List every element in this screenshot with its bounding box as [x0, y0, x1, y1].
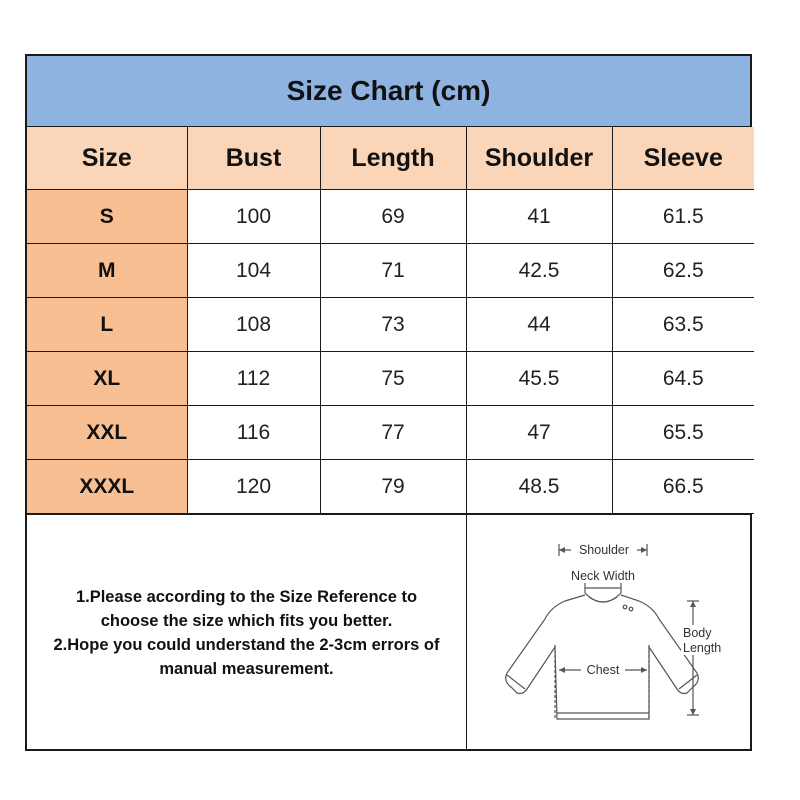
- sweater-illustration: [467, 515, 750, 750]
- size-cell: XXXL: [27, 460, 187, 514]
- shoulder-cell: 48.5: [466, 460, 612, 514]
- note-line: 1.Please according to the Size Reference to: [75, 588, 418, 606]
- header-sleeve: Sleeve: [612, 127, 754, 190]
- table-row: [27, 352, 754, 406]
- shoulder-cell: 44: [466, 298, 612, 352]
- note-line: choose the size which fits you better.: [100, 612, 393, 630]
- note-line: 2.Hope you could understand the 2-3cm errors of: [53, 636, 440, 654]
- length-cell: 73: [320, 298, 466, 352]
- header-length: Length: [320, 127, 466, 190]
- shoulder-cell: 42.5: [466, 244, 612, 298]
- sleeve-cell: 61.5: [612, 190, 754, 244]
- shoulder-cell: 41: [466, 190, 612, 244]
- length-cell: 69: [320, 190, 466, 244]
- bust-cell: 120: [187, 460, 320, 514]
- table-row: [27, 460, 754, 514]
- chart-title: Size Chart (cm): [27, 56, 750, 127]
- table-row: [27, 190, 754, 244]
- length-cell: 75: [320, 352, 466, 406]
- sleeve-cell: 63.5: [612, 298, 754, 352]
- size-cell: M: [27, 244, 187, 298]
- neck-width-label: Neck Width: [571, 569, 635, 583]
- info-section: [27, 514, 750, 751]
- bust-cell: 108: [187, 298, 320, 352]
- shoulder-cell: 47: [466, 406, 612, 460]
- note-line: manual measurement.: [159, 660, 334, 678]
- sleeve-cell: 66.5: [612, 460, 754, 514]
- size-cell: XL: [27, 352, 187, 406]
- size-table: [27, 127, 754, 514]
- bust-cell: 104: [187, 244, 320, 298]
- measurement-diagram: [467, 515, 750, 751]
- sleeve-cell: 62.5: [612, 244, 754, 298]
- size-cell: L: [27, 298, 187, 352]
- sweater-outline: [506, 595, 699, 719]
- header-bust: Bust: [187, 127, 320, 190]
- header-shoulder: Shoulder: [466, 127, 612, 190]
- size-cell: S: [27, 190, 187, 244]
- bust-cell: 116: [187, 406, 320, 460]
- bust-cell: 112: [187, 352, 320, 406]
- table-row: [27, 298, 754, 352]
- body-length-label-1: Body: [683, 626, 712, 640]
- size-cell: XXL: [27, 406, 187, 460]
- table-row: [27, 244, 754, 298]
- size-notes: [27, 515, 467, 751]
- bust-cell: 100: [187, 190, 320, 244]
- header-size: Size: [27, 127, 187, 190]
- length-cell: 79: [320, 460, 466, 514]
- table-row: [27, 406, 754, 460]
- shoulder-cell: 45.5: [466, 352, 612, 406]
- chest-label: Chest: [586, 663, 620, 677]
- sleeve-cell: 65.5: [612, 406, 754, 460]
- header-row: [27, 127, 754, 190]
- shoulder-label: Shoulder: [578, 543, 630, 557]
- sleeve-cell: 64.5: [612, 352, 754, 406]
- body-length-label-2: Length: [683, 641, 722, 655]
- length-cell: 77: [320, 406, 466, 460]
- size-chart: [25, 54, 752, 751]
- length-cell: 71: [320, 244, 466, 298]
